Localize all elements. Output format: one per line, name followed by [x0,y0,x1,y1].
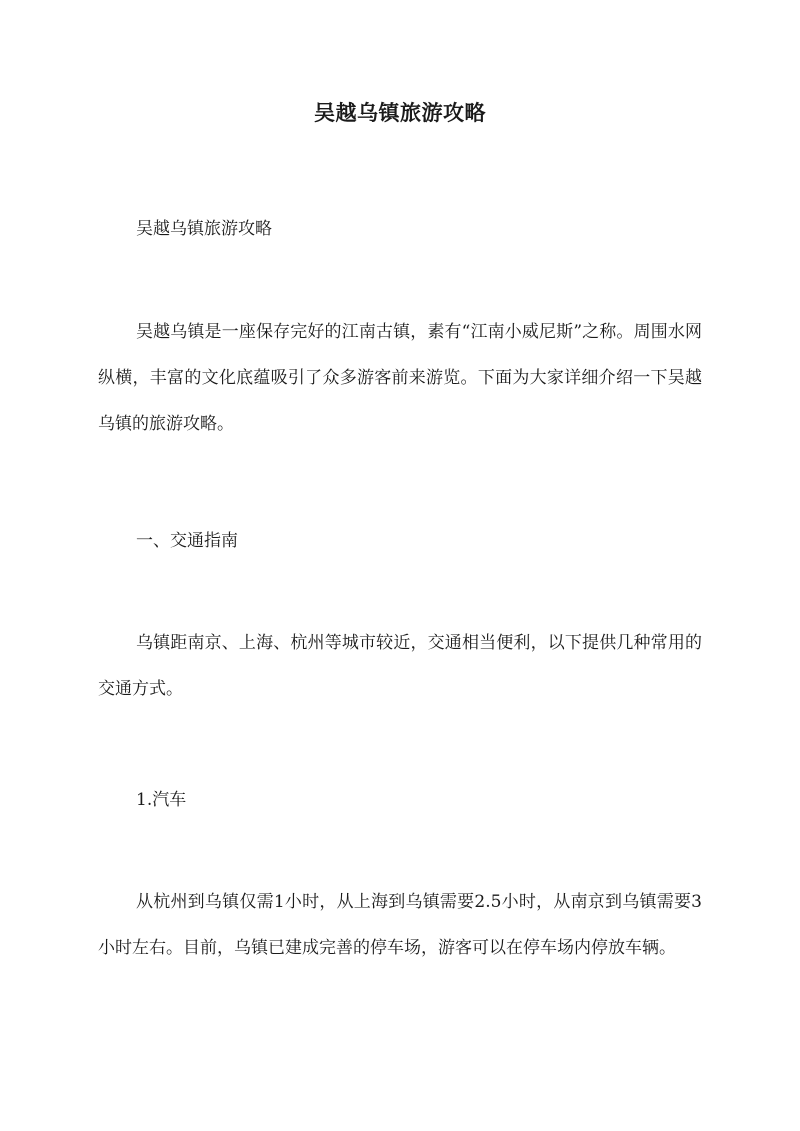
subsection-heading-car: 1.汽车 [136,790,187,810]
transport-intro-paragraph: 乌镇距南京、上海、杭州等城市较近，交通相当便利，以下提供几种常用的交通方式。 [98,633,702,699]
intro-paragraph: 吴越乌镇是一座保存完好的江南古镇，素有“江南小威尼斯”之称。周围水网纵横，丰富的文化底蕴吸引了众多游客前来游览。下面为大家详细介绍一下吴越乌镇的旅游攻略。 [98,322,702,434]
document-title: 吴越乌镇旅游攻略 [314,100,486,125]
subtitle-paragraph: 吴越乌镇旅游攻略 [136,219,272,239]
car-paragraph: 从杭州到乌镇仅需1小时，从上海到乌镇需要2.5小时，从南京到乌镇需要3小时左右。目前，乌镇已建成完善的停车场，游客可以在停车场内停放车辆。 [98,892,702,958]
section-heading-transport: 一、交通指南 [136,531,238,551]
